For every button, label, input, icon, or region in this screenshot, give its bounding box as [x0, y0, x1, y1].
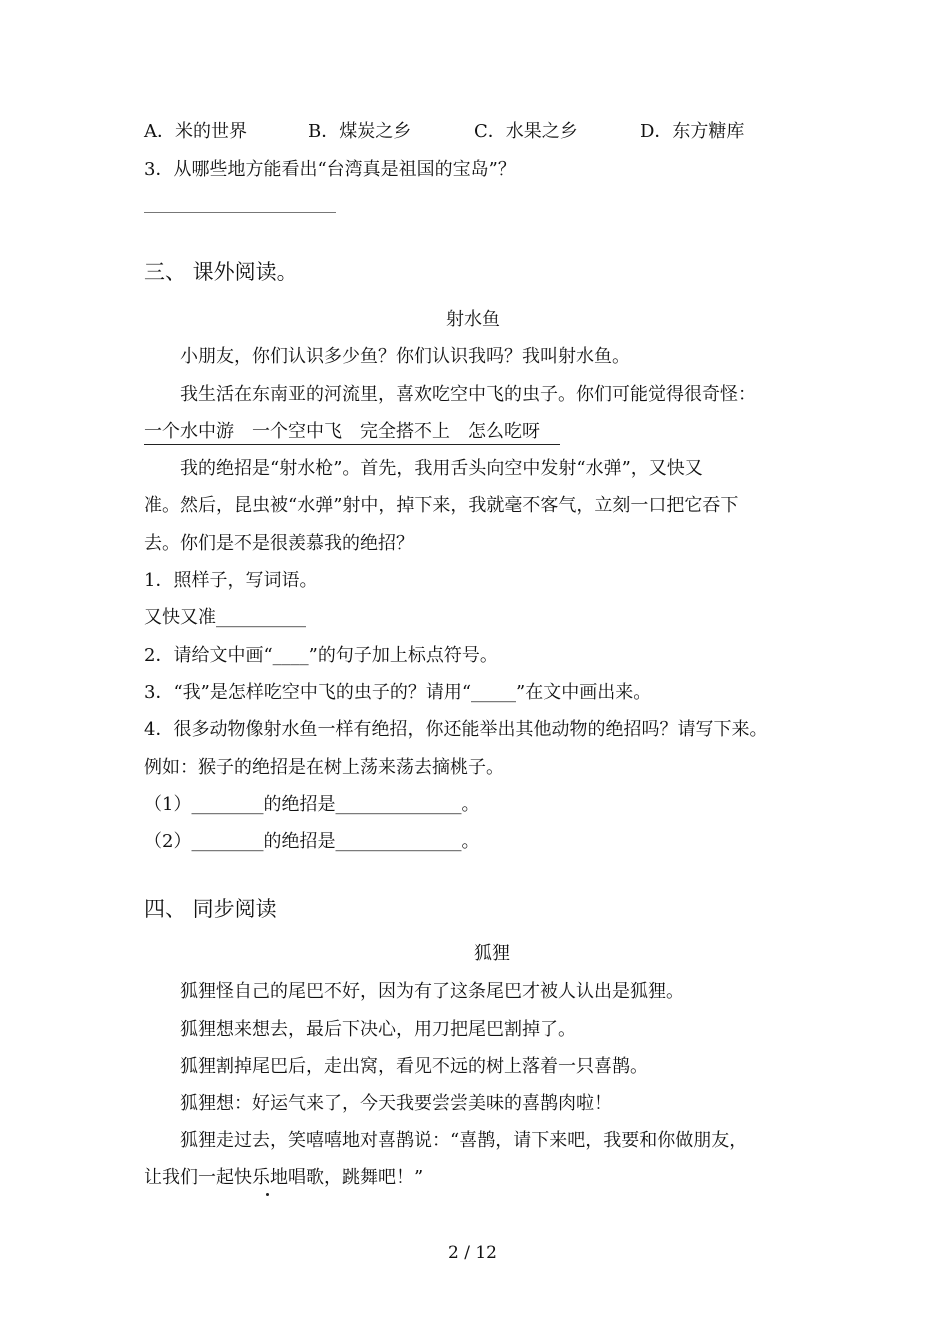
paragraph: 我生活在东南亚的河流里，喜欢吃空中飞的虫子。你们可能觉得很奇怪：: [180, 384, 756, 405]
underlined-sentence: [144, 420, 560, 444]
answer-line: [144, 212, 336, 213]
option-a: A．米的世界: [144, 121, 247, 142]
emphasis-dot: [266, 1193, 269, 1196]
question-1: 1．照样子，写词语。: [144, 570, 318, 591]
paragraph-line: 准。然后，昆虫被“水弹”射中，掉下来，我就毫不客气，立刻一口把它吞下: [144, 495, 739, 516]
question-2: 2．请给文中画“____”的句子加上标点符号。: [144, 645, 498, 666]
answer-item-1: （1）________的绝招是______________。: [144, 794, 480, 815]
paragraph: 狐狸走过去，笑嘻嘻地对喜鹊说：“喜鹊，请下来吧，我要和你做朋友，: [180, 1130, 748, 1151]
option-c: C．水果之乡: [474, 121, 578, 142]
page-number: 2 / 12: [448, 1243, 497, 1263]
question-3: 3．从哪些地方能看出“台湾真是祖国的宝岛”？: [144, 159, 516, 180]
passage-title-huli: 狐狸: [474, 943, 510, 964]
question-4: 4．很多动物像射水鱼一样有绝招，你还能举出其他动物的绝招吗？请写下来。: [144, 719, 768, 740]
option-d: D．东方糖库: [640, 121, 745, 142]
paragraph: 狐狸怪自己的尾巴不好，因为有了这条尾巴才被人认出是狐狸。: [180, 981, 684, 1002]
paragraph-line: 去。你们是不是很羡慕我的绝招？: [144, 533, 414, 554]
underlined-text: 一个水中游 一个空中飞 完全搭不上 怎么吃呀: [144, 421, 560, 445]
section-4-heading: 四、 同步阅读: [144, 897, 277, 921]
paragraph: 狐狸想来想去，最后下决心，用刀把尾巴割掉了。: [180, 1019, 576, 1040]
paragraph: 我的绝招是“射水枪”。首先，我用舌头向空中发射“水弹”，又快又: [180, 458, 703, 479]
paragraph: 小朋友，你们认识多少鱼？你们认识我吗？我叫射水鱼。: [180, 346, 630, 367]
option-b: B．煤炭之乡: [308, 121, 412, 142]
answer-item-2: （2）________的绝招是______________。: [144, 831, 480, 852]
section-3-heading: 三、 课外阅读。: [144, 260, 298, 284]
question-4-example: 例如：猴子的绝招是在树上荡来荡去摘桃子。: [144, 757, 504, 778]
paragraph-line: 让我们一起快乐地唱歌，跳舞吧！”: [144, 1167, 424, 1188]
question-3: 3．“我”是怎样吃空中飞的虫子的？请用“_____”在文中画出来。: [144, 682, 652, 703]
question-1-example: 又快又准__________: [144, 607, 306, 628]
paragraph: 狐狸想：好运气来了，今天我要尝尝美味的喜鹊肉啦！: [180, 1093, 612, 1114]
paragraph: 狐狸割掉尾巴后，走出窝，看见不远的树上落着一只喜鹊。: [180, 1056, 648, 1077]
passage-title-sheshuiyu: 射水鱼: [446, 309, 500, 330]
